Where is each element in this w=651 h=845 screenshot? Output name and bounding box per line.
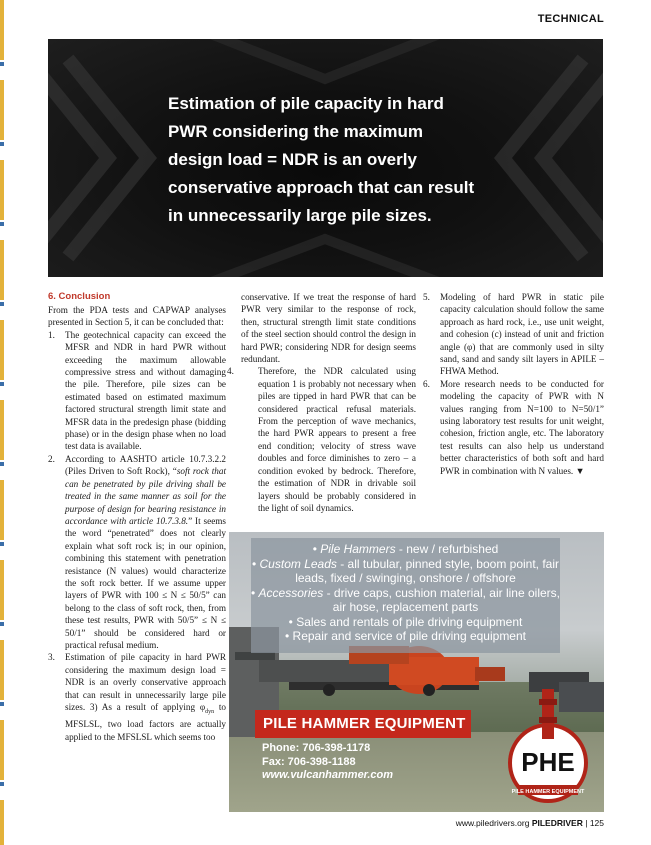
intro-paragraph: From the PDA tests and CAPWAP analyses presented in Section 5, it can be concluded that: — [48, 305, 226, 328]
list-item-continuation: conservative. If we treat the response of hard PWR very similar to the response of rock, then, structural strength limit state conditions of the steel section should control the design in hard PWR; considering NDR for design seems redundant. — [241, 292, 416, 365]
pull-quote-line: in unnecessarily large pile sizes. — [168, 206, 432, 225]
column-2 — [227, 291, 416, 514]
ad-bullet: • Accessories - drive caps, cushion material, air line oilers, air hose, replacement parts — [251, 585, 560, 614]
ad-website[interactable]: www.vulcanhammer.com — [262, 769, 394, 781]
page-number: 125 — [589, 818, 604, 828]
conclusion-list — [48, 329, 226, 751]
list-item: 5. Modeling of hard PWR in static pile capacity calculation should follow the same approach as hard rock, i.e., use unit weight, and cohesion (c) instead of unit and friction angle (φ) that are commonly used in silty sand, sand and sandy silt layers in APILE – FHWA Method. — [423, 292, 604, 377]
pull-quote-line: PWR considering the maximum — [168, 122, 424, 141]
conclusion-list-continued — [227, 365, 416, 514]
ad-bullet: • Sales and rentals of pile driving equipment — [288, 614, 523, 629]
footer-magazine: PILEDRIVER — [531, 818, 583, 828]
footer-website[interactable]: www.piledrivers.org — [455, 818, 530, 828]
svg-text:PHE: PHE — [521, 747, 575, 777]
phe-logo — [504, 687, 592, 805]
ad-phone: Phone: 706-398-1178 — [262, 742, 371, 754]
page-edge-stripe — [0, 0, 4, 845]
list-item: 6. More research needs to be conducted for modeling the capacity of PWR with N values ranging from N=100 to N=50/1” using laboratory test results for unit weight, cohesion, friction angle, etc. The laboratory test results can also help us understand better characteristics of both soft and hard PWR in combination with N values. ▼ — [423, 378, 604, 476]
conclusion-list-continued — [425, 291, 604, 477]
ad-company-banner: PILE HAMMER EQUIPMENT — [255, 710, 471, 738]
list-item: 2. According to AASHTO article 10.7.3.2.2 (Piles Driven to Soft Rock), “soft rock that can be penetrated by pile driving shall be treated in the same manner as soil for the purpose of design for bearing resistance in accordance with article 10.7.3.8.” It seems the word “penetrated” does not clearly explain what soft rock is; in our opinion, combining this statement with penetration resistance (N values) would characterize the soft rock better. If we assume upper layers of PWR with 100 ≤ N ≤ 50/5” can belong to the class of soft rock, then, from these test results, PWR with 50/5” ≤ N ≤ 50/1” should be considered hard or practical refusal medium. — [48, 453, 226, 650]
pull-quote-line: design load = NDR is an overly — [168, 150, 417, 169]
list-item: 3. Estimation of pile capacity in hard PWR considering the maximum design load = NDR is an overly conservative approach that can result in unnecessarily large pile sizes. 3) As a result of applying $\varphi_{dyn}$ to MFSLSL, two load factors are actually applied to the MFSLSL which seems too — [48, 652, 226, 742]
ad-bullet: • Custom Leads - all tubular, pinned style, boom point, fair leads, fixed / swinging, onshore / offshore — [251, 556, 560, 585]
ad-bullet: • Repair and service of pile driving equipment — [284, 629, 526, 643]
pile-hammer-advertisement[interactable] — [229, 532, 604, 812]
ad-contact-info — [262, 742, 393, 783]
column-1 — [48, 291, 226, 750]
section-heading: 6. Conclusion — [48, 291, 111, 302]
list-item-continuation — [241, 179, 416, 291]
pull-quote-line: conservative approach that can result — [168, 178, 475, 197]
footer-separator: | — [585, 818, 588, 828]
pull-quote-line: Estimation of pile capacity in hard — [168, 94, 444, 113]
ad-bullet: • Pile Hammers - new / refurbished — [312, 542, 499, 556]
svg-text:PILE HAMMER EQUIPMENT: PILE HAMMER EQUIPMENT — [511, 789, 585, 795]
ad-fax: Fax: 706-398-1188 — [262, 755, 356, 768]
column-3 — [425, 291, 604, 477]
list-item: 4. Therefore, the NDR calculated using equation 1 is probably not necessary when piles are tipped in hard PWR that can be considered practical refusal materials. From the perception of wave mechanics, the hard PWR appears to present a free end condition; velocity of stress wave doubles and force diminishes to zero – a condition evoked by bedrock. Therefore, the estimation of NDR in drivable soil layers should be probably considered in the light of soil dynamics. — [227, 366, 416, 513]
list-item: 1. The geotechnical capacity can exceed the MFSR and NDR in hard PWR without exceeding the maximum allowable compressive stress and without damaging the pile. Therefore, pile sizes can be estimated based on estimated maximum factored structural strength limit state and MFSR data in the predesign phase (bidding phase) or in the design phase when no load test data is available. — [48, 329, 226, 452]
ad-service-list — [251, 538, 560, 653]
section-label: TECHNICAL — [537, 13, 604, 25]
page-footer — [456, 818, 604, 828]
